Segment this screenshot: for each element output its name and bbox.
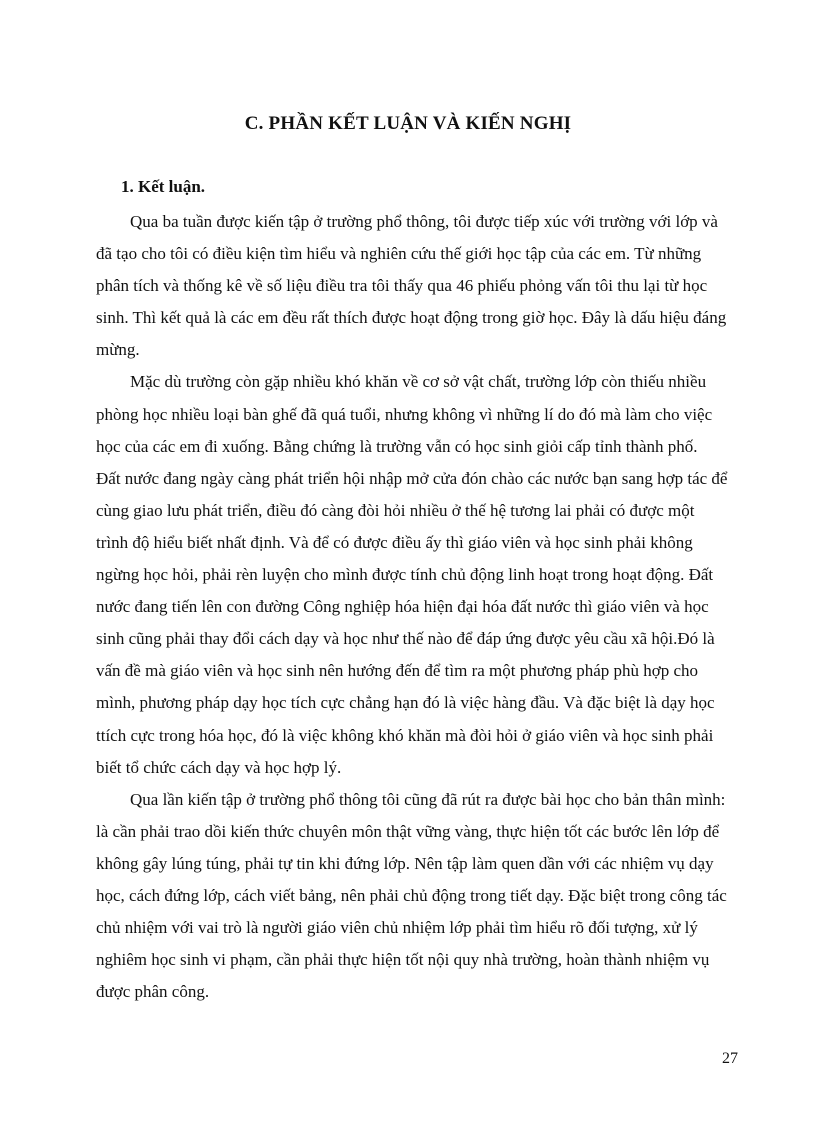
text-line: sinh. Thì kết quả là các em đều rất thích được hoạt động trong giờ học. Đây là dấu hiệu đáng xyxy=(96,308,727,328)
text-line: là cần phải trao dồi kiến thức chuyên môn thật vững vàng, thực hiện tốt các bước lên lớp để xyxy=(96,821,720,841)
text-line: Mặc dù trường còn gặp nhiều khó khăn về cơ sở vật chất, trường lớp còn thiếu nhiều xyxy=(130,372,707,392)
text-line: vấn đề mà giáo viên và học sinh nên hướng đến để tìm ra một phương pháp phù hợp cho xyxy=(96,661,699,681)
document-title: C. PHẦN KẾT LUẬN VÀ KIẾN NGHỊ xyxy=(244,113,572,134)
text-line: không gây lúng túng, phải tự tin khi đứng lớp. Nên tập làm quen dần với các nhiệm vụ dạy xyxy=(96,853,714,873)
text-line: được phân công. xyxy=(96,982,210,1002)
paragraph-2 xyxy=(96,366,744,783)
text-line: chủ nhiệm với vai trò là người giáo viên chủ nhiệm lớp phải tìm hiểu rõ đối tượng, xử lý xyxy=(96,918,698,938)
text-line: trình độ hiểu biết nhất định. Và để có được điều ấy thì giáo viên và học sinh phải không xyxy=(96,532,693,552)
text-line: ngừng học hỏi, phải rèn luyện cho mình được tính chủ động linh hoạt trong hoạt động. Đất xyxy=(96,565,714,585)
text-line: mình, phương pháp dạy học tích cực chẳng hạn đó là việc hàng đầu. Và đặc biệt là dạy học xyxy=(96,693,715,713)
body-text xyxy=(96,206,744,1008)
section-heading: 1. Kết luận. xyxy=(121,177,206,196)
text-line: mừng. xyxy=(96,340,140,360)
paragraph-1 xyxy=(96,206,744,366)
page-number: 27 xyxy=(722,1050,738,1067)
paragraph-3 xyxy=(96,784,744,1009)
text-line: nước đang tiến lên con đường Công nghiệp hóa hiện đại hóa đất nước thì giáo viên và học xyxy=(96,597,709,617)
text-line: đã tạo cho tôi có điều kiện tìm hiểu và nghiên cứu thế giới học tập của các em. Từ những xyxy=(96,244,702,264)
text-line: biết tổ chức cách dạy và học hợp lý. xyxy=(96,757,342,777)
text-line: phân tích và thống kê về số liệu điều tra tôi thấy qua 46 phiếu phỏng vấn tôi thu lại từ học xyxy=(96,276,708,296)
text-line: học, cách đứng lớp, cách viết bảng, nên phải chủ động trong tiết dạy. Đặc biệt trong công tác xyxy=(96,885,727,905)
text-line: Đất nước đang ngày càng phát triển hội nhập mở cửa đón chào các nước bạn sang hợp tác để xyxy=(96,468,728,488)
text-line: nghiêm học sinh vi phạm, cần phải thực hiện tốt nội quy nhà trường, hoàn thành nhiệm vụ xyxy=(96,950,710,970)
text-line: cùng giao lưu phát triển, điều đó càng đòi hỏi nhiều ở thế hệ tương lai phải có được một xyxy=(96,500,695,520)
text-line: học của các em đi xuống. Bằng chứng là trường vẫn có học sinh giỏi cấp tỉnh thành phố. xyxy=(96,436,698,456)
text-line: ttích cực trong hóa học, đó là việc không khó khăn mà đòi hỏi ở giáo viên và học sinh phải xyxy=(96,725,714,745)
text-line: phòng học nhiều loại bàn ghế đã quá tuổi, nhưng không vì những lí do đó mà làm cho việc xyxy=(96,404,713,424)
text-line: Qua ba tuần được kiến tập ở trường phổ thông, tôi được tiếp xúc với trường với lớp và xyxy=(130,212,718,231)
text-line: Qua lần kiến tập ở trường phổ thông tôi cũng đã rút ra được bài học cho bản thân mình: xyxy=(130,789,726,809)
text-line: sinh cũng phải thay đổi cách dạy và học như thế nào để đáp ứng được yêu cầu xã hội.Đó là xyxy=(96,629,715,649)
